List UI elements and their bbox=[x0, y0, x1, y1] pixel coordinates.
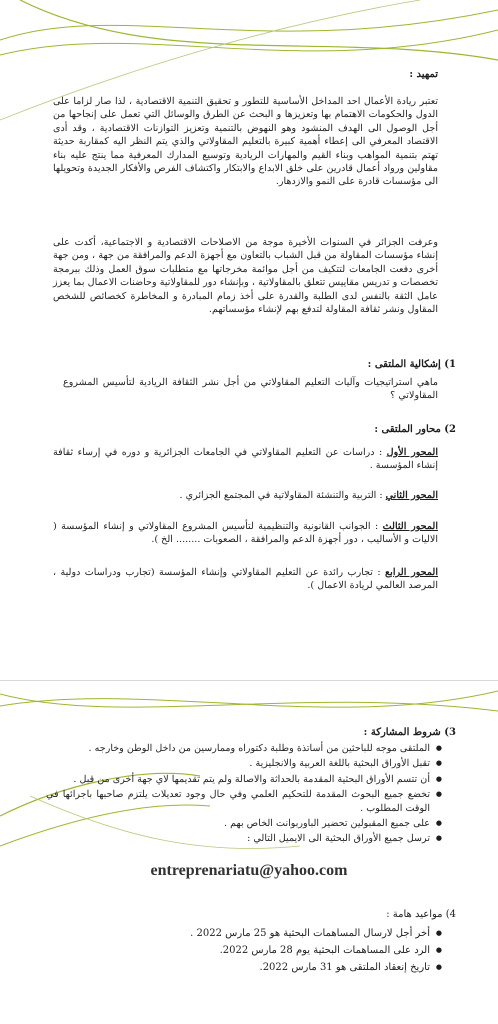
conditions-list-wrap bbox=[46, 742, 456, 848]
axis-label: المحور الرابع bbox=[385, 567, 438, 578]
list-item: ● تخضع جميع البحوث المقدمة للتحكيم العلمي وفي حال وجود تعديلات يلتزم صاحبها باجرائها في الوقت المطلوب . bbox=[46, 788, 442, 815]
contact-email[interactable]: entreprenariatu@yahoo.com bbox=[150, 862, 348, 879]
axis-text: : الجوانب القانونية والتنظيمية لتأسيس المشروع المقاولاتي و إنشاء المؤسسة ( الاليات و الأساليب ، دور أجهزة الدعم والمرافقة ، الصعوبات ........ الخ ). bbox=[53, 521, 438, 546]
problem-text: ماهي استراتيجيات وآليات التعليم المقاولاتي من أجل نشر الثقافة الريادية لتأسيس المشروع المقاولاتي ؟ bbox=[63, 377, 438, 402]
dates-heading: 4) مواعيد هامة : bbox=[386, 909, 456, 920]
axis-item-2 bbox=[53, 489, 438, 502]
axis-label: المحور الثاني bbox=[385, 490, 438, 501]
axis-text: : تجارب رائدة عن التعليم المقاولاتي وإنشاء المؤسسة (تجارب ودراسات دولية ، المرصد العالمي لريادة الاعمال ). bbox=[53, 567, 438, 592]
list-item: ● تقبل الأوراق البحثية باللغة العربية والانجليزية . bbox=[46, 757, 442, 770]
intro-paragraph-1: تعتبر ريادة الأعمال احد المداخل الأساسية للتطور و تحقيق التنمية الاقتصادية ، لذا صار لزاما على الدول والحكومات الاهتمام بها وتعزيزها و البحث عن الطرق والوسائل التي تعمل على إنجاحها من أجل الوصول الى الهدف المنشود وهو النهوض بالتنمية وتعزيز التوازنات الاقتصادية ، وقد أدى الاقتصاد المعرفي الى إعطاء أهمية كبيرة بالتعليم المقاولاتي والذي يتم النظر اليه كمقاربة حديثة تهتم بتنمية المواهب وبناء القيم والمهارات الريادية وتوسيع المدارك المعرفية مما ينتج عليه بناء مقاولين ورواد أعمال قادرين على خلق الابداع والابتكار واكتشاف الفرص والأفكار الجديدة وتحويلها الى مؤسسات قادرة على النمو والازدهار. bbox=[53, 96, 438, 188]
list-item: ● على جميع المقبولين تحضير الباوربوانت الخاص بهم . bbox=[46, 817, 442, 830]
problem-heading: 1) إشكالية الملتقى : bbox=[367, 359, 456, 370]
intro-paragraph-2: وعرفت الجزائر في السنوات الأخيرة موجة من الاصلاحات الاقتصادية و الاجتماعية، أكدت على إنشاء مؤسسات المقاولة من قبل الشباب بالتعاون مع أجهزة الدعم والمرافقة من جهة ، ومن جهة أخرى دفعت الجامعات لتتكيف من أجل موائمة مخرجاتها مع متطلبات سوق العمل وذلك ببرمجة تخصصات و تدريس مقاييس تتعلق بالمقاولاتية ، وبإنشاء دور للمقاولاتية وحاضنات الاعمال بما يعزز عامل الثقة بالنفس لدى الطلبة والقدرة على أخذ زمام المبادرة و المخاطرة كخصائص للشخص المقاول ونشر ثقافة المقاولة لتدفع بهم لإنشاء مؤسساتهم. bbox=[53, 237, 438, 316]
dates-list-wrap bbox=[56, 926, 456, 977]
axis-item-3 bbox=[53, 520, 438, 547]
conditions-heading: 3) شروط المشاركة : bbox=[363, 727, 456, 738]
axis-label: المحور الثالث bbox=[382, 521, 438, 532]
axis-label: المحور الأول bbox=[386, 447, 439, 458]
list-item: ● تاريخ إنعقاد الملتقى هو 31 مارس 2022. bbox=[56, 960, 442, 975]
dates-list bbox=[56, 926, 456, 975]
axis-item-4 bbox=[53, 566, 438, 593]
intro-heading: تمهيد : bbox=[409, 69, 438, 80]
list-item: ● ترسل جميع الأوراق البحثية الى الايميل التالي : bbox=[46, 832, 442, 845]
list-item: ● أن تتسم الأوراق البحثية المقدمة بالحداثة والاصالة ولم يتم تقديمها لاي جهة أخرى من قبل . bbox=[46, 773, 442, 786]
axes-heading: 2) محاور الملتقى : bbox=[374, 424, 456, 435]
axis-item-1 bbox=[53, 446, 438, 473]
list-item: ● الرد على المساهمات البحثية يوم 28 مارس 2022. bbox=[56, 943, 442, 958]
conditions-list bbox=[46, 742, 456, 846]
axis-text: : التربية والتنشئة المقاولاتية في المجتمع الجزائري . bbox=[179, 490, 383, 501]
list-item: ● الملتقى موجه للباحثين من أساتذة وطلبة دكتوراه وممارسين من داخل الوطن وخارجه . bbox=[46, 742, 442, 755]
axis-text: : دراسات عن التعليم المقاولاتي في الجامعات الجزائرية و دوره في إرساء ثقافة إنشاء المؤسسة . bbox=[53, 447, 438, 472]
list-item: ● أخر أجل لارسال المساهمات البحثية هو 25 مارس 2022 . bbox=[56, 926, 442, 941]
